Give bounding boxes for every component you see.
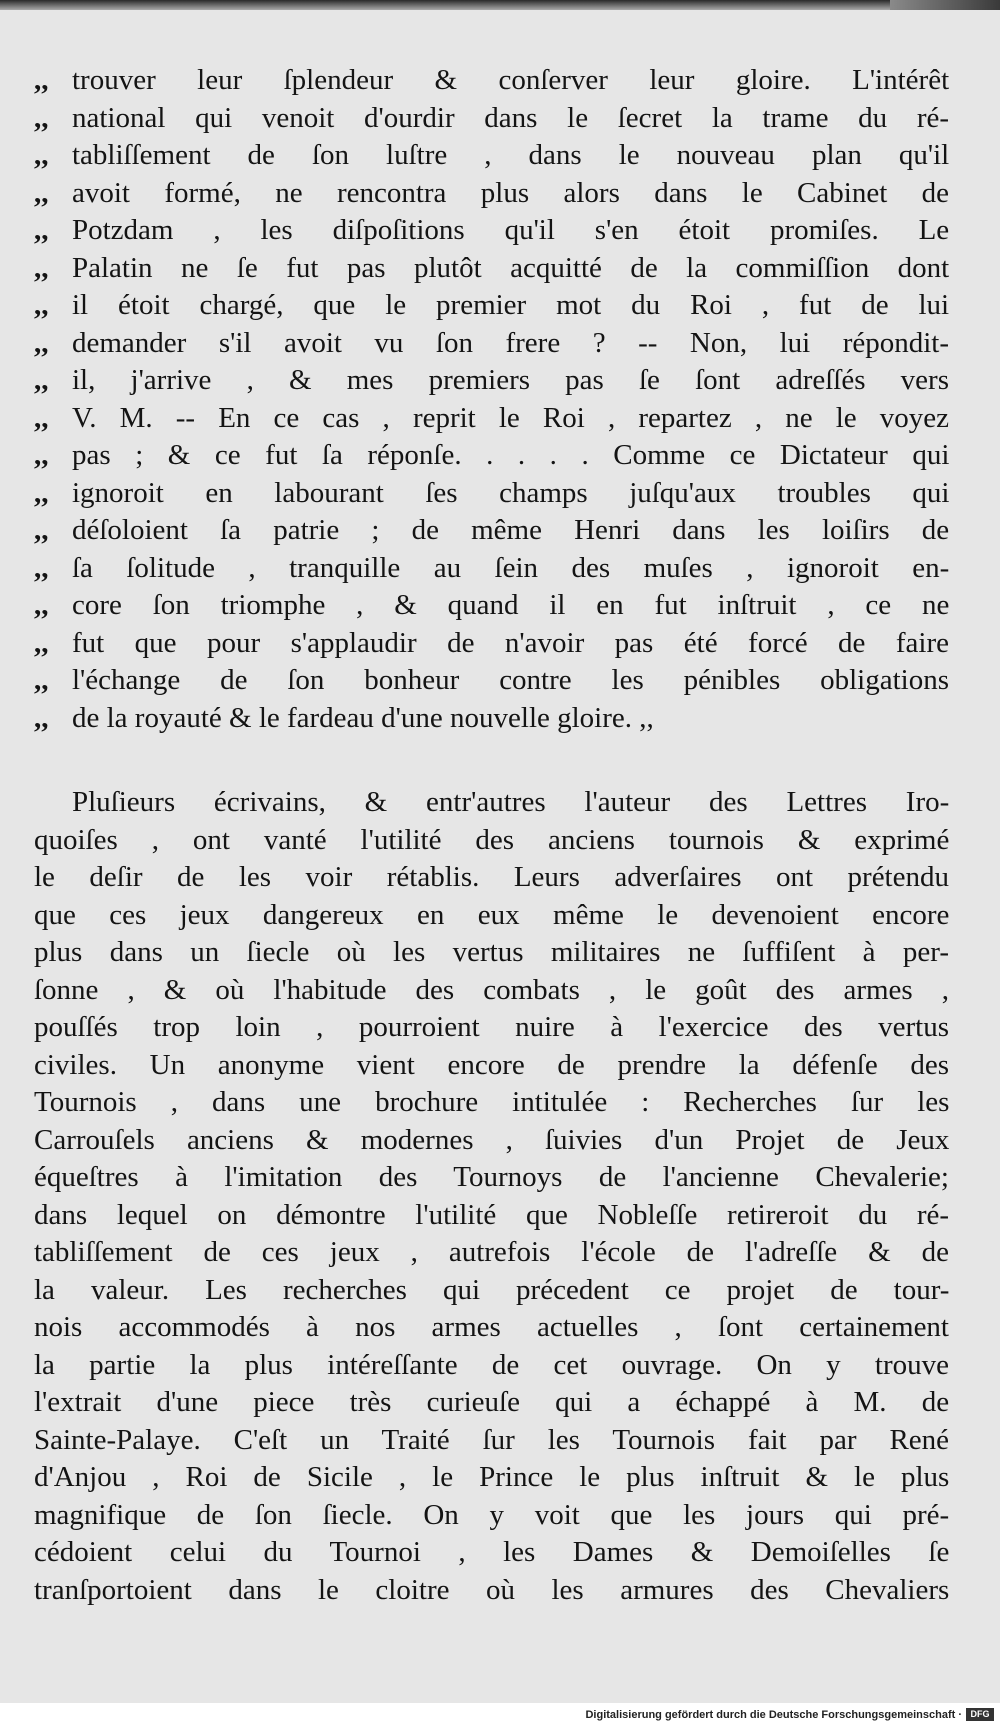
- quote-line-text: déſoloient ſa patrie ; de même Henri dans les loiſirs de: [72, 514, 950, 546]
- quote-mark: ,,: [34, 289, 49, 321]
- paragraph-line: équeſtres à l'imitation des Tournoys de l'ancienne Chevalerie;: [34, 1161, 949, 1193]
- paragraph-line: l'extrait d'une piece très curieuſe qui a échappé à M. de: [34, 1386, 950, 1418]
- quote-mark: ,,: [34, 101, 49, 134]
- quote-line-text: demander s'il avoit vu ſon frere ? -- Non, lui répondit-: [72, 326, 949, 359]
- quote-mark: ,,: [34, 701, 49, 734]
- paragraph-line: Tournois , dans une brochure intitulée : Recherches ſur les: [34, 1086, 950, 1118]
- funding-credit: Digitalisierung gefördert durch die Deutsche Forschungsgemeinschaft ·: [585, 1709, 962, 1721]
- paragraph-line: la partie la plus intéreſſante de cet ouvrage. On y trouve: [34, 1348, 949, 1381]
- quote-line-text: avoit formé, ne rencontra plus alors dans le Cabinet de: [72, 176, 949, 209]
- quote-line-text: l'échange de ſon bonheur contre les pénibles obligations: [72, 664, 949, 696]
- paragraph-tournois: [34, 784, 949, 1609]
- quote-line: [34, 512, 949, 550]
- quote-mark: ,,: [34, 214, 49, 246]
- paragraph-line: pouſſés trop loin , pourroient nuire à l'exercice des vertus: [34, 1011, 949, 1043]
- dfg-logo-icon: DFG: [966, 1708, 994, 1721]
- digitization-footer: [0, 1703, 1000, 1727]
- quote-line: [34, 325, 949, 363]
- quote-line: [34, 362, 949, 400]
- quote-line: [34, 100, 949, 138]
- quote-line-text: core ſon triomphe , & quand il en fut inſtruit , ce ne: [72, 589, 950, 621]
- paragraph-line: la valeur. Les recherches qui précedent ce projet de tour-: [34, 1273, 950, 1306]
- quote-line-text: ignoroit en labourant ſes champs juſqu'aux troubles qui: [72, 476, 950, 509]
- quote-line-text: national qui venoit d'ourdir dans le ſecret la trame du ré-: [72, 101, 949, 134]
- quote-mark: ,,: [34, 176, 49, 209]
- quote-line: [34, 250, 949, 288]
- quote-mark: ,,: [34, 326, 49, 359]
- quote-mark: ,,: [34, 476, 49, 509]
- paragraph-line: nois accommodés à nos armes actuelles , ſont certainement: [34, 1311, 949, 1343]
- quote-line: [34, 700, 949, 738]
- paragraph-line: Sainte-Palaye. C'eſt un Traité ſur les Tournois fait par René: [34, 1423, 950, 1456]
- quote-mark: ,,: [34, 64, 49, 96]
- paragraph-line: quoiſes , ont vanté l'utilité des anciens tournois & exprimé: [34, 823, 950, 856]
- quote-block: [34, 62, 949, 737]
- paragraph-line: le deſir de les voir rétablis. Leurs adverſaires ont prétendu: [34, 861, 949, 893]
- quote-line-text: fut que pour s'applaudir de n'avoir pas été forcé de faire: [72, 626, 949, 659]
- quote-mark: ,,: [34, 626, 49, 659]
- book-page: [0, 10, 1000, 1710]
- quote-line: [34, 625, 949, 663]
- quote-mark: ,,: [34, 401, 49, 434]
- paragraph-line: ſonne , & où l'habitude des combats , le goût des armes ,: [34, 973, 949, 1006]
- quote-mark: ,,: [34, 589, 49, 621]
- quote-line: [34, 137, 949, 175]
- quote-mark: ,,: [34, 251, 49, 284]
- paragraph-line: civiles. Un anonyme vient encore de prendre la défenſe des: [34, 1048, 950, 1081]
- paragraph-line: Pluſieurs écrivains, & entr'autres l'auteur des Lettres Iro-: [72, 786, 950, 818]
- quote-line-text: V. M. -- En ce cas , reprit le Roi , repartez , ne le voyez: [72, 401, 949, 434]
- quote-line: [34, 475, 949, 513]
- quote-line: [34, 400, 949, 438]
- quote-mark: ,,: [34, 664, 49, 696]
- quote-line: [34, 437, 949, 475]
- paragraph-line: magnifique de ſon ſiecle. On y voit que les jours qui pré-: [34, 1498, 950, 1531]
- paragraph-line: tabliſſement de ces jeux , autrefois l'école de l'adreſſe & de: [34, 1236, 949, 1268]
- paragraph-line: cédoient celui du Tournoi , les Dames & Demoiſelles ſe: [34, 1536, 950, 1568]
- quote-line: [34, 212, 949, 250]
- quote-line-text: pas ; & ce fut ſa réponſe. . . . . Comme ce Dictateur qui: [72, 439, 950, 471]
- paragraph-line: Carrouſels anciens & modernes , ſuivies d'un Projet de Jeux: [34, 1123, 950, 1156]
- paragraph-line: d'Anjou , Roi de Sicile , le Prince le plus inſtruit & le plus: [34, 1461, 950, 1493]
- quote-line: [34, 62, 949, 100]
- quote-line: [34, 587, 949, 625]
- paragraph-line: que ces jeux dangereux en eux même le devenoient encore: [34, 898, 950, 931]
- quote-line-text: ſa ſolitude , tranquille au ſein des muſes , ignoroit en-: [72, 551, 950, 584]
- quote-line-text: il, j'arrive , & mes premiers pas ſe ſont adreſſés vers: [72, 364, 949, 396]
- quote-line: [34, 662, 949, 700]
- quote-mark: ,,: [34, 551, 49, 584]
- quote-line: [34, 287, 949, 325]
- quote-line: [34, 550, 949, 588]
- quote-line: [34, 175, 949, 213]
- quote-mark: ,,: [34, 514, 49, 546]
- quote-mark: ,,: [34, 364, 49, 396]
- quote-line-text: il étoit chargé, que le premier mot du Roi , fut de lui: [72, 289, 950, 321]
- quote-line-text: Potzdam , les diſpoſitions qu'il s'en étoit promiſes. Le: [72, 214, 950, 246]
- quote-line-text: de la royauté & le fardeau d'une nouvelle gloire. ,,: [72, 701, 654, 734]
- quote-mark: ,,: [34, 139, 49, 171]
- quote-line-text: tabliſſement de ſon luſtre , dans le nouveau plan qu'il: [72, 139, 950, 171]
- paragraph-line: dans lequel on démontre l'utilité que Nobleſſe retireroit du ré-: [34, 1198, 950, 1231]
- paragraph-line: plus dans un ſiecle où les vertus militaires ne ſuffiſent à per-: [34, 936, 949, 968]
- paragraph-line: tranſportoient dans le cloitre où les armures des Chevaliers: [34, 1573, 950, 1606]
- quote-line-text: Palatin ne ſe fut pas plutôt acquitté de la commiſſion dont: [72, 251, 950, 284]
- quote-mark: ,,: [34, 439, 49, 471]
- quote-line-text: trouver leur ſplendeur & conſerver leur gloire. L'intérêt: [72, 64, 950, 96]
